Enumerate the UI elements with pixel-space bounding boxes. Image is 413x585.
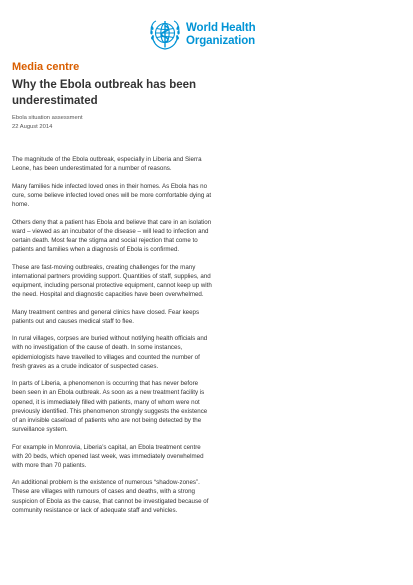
paragraph-line: home.: [12, 200, 30, 208]
paragraph: [12, 182, 402, 209]
paragraph-line: Many families hide infected loved ones in their homes. As Ebola has no: [12, 182, 208, 190]
paragraph-line: with no investigation of the cause of death. In some instances,: [12, 344, 183, 352]
paragraph-line: ward – viewed as an incubator of the disease – will lead to infection and: [12, 227, 209, 235]
paragraph: [12, 308, 402, 326]
paragraph-line: of an invisible caseload of patients who are not being detected by the: [12, 416, 202, 424]
article-subtitle: Ebola situation assessment: [12, 115, 83, 121]
title-line-2: underestimated: [12, 94, 98, 107]
paragraph-line: surveillance system.: [12, 425, 68, 433]
paragraph-line: cure, some believe infected loved ones will be more comfortable dying at: [12, 191, 212, 199]
paragraph-line: fresh graves as a crude indicator of suspected cases.: [12, 362, 159, 370]
paragraph: [12, 218, 402, 254]
paragraph-line: These are villages with rumours of cases and deaths, with a strong: [12, 488, 195, 496]
page-title: [12, 78, 312, 109]
logo-line-1: World Health: [186, 22, 256, 34]
logo-line-2: Organization: [186, 35, 256, 47]
paragraph: [12, 443, 402, 470]
paragraph-line: Others deny that a patient has Ebola and believe that care in an isolation: [12, 218, 212, 226]
paragraph-line: international partners providing support. Quantities of staff, supplies, and: [12, 272, 211, 280]
paragraph: [12, 155, 402, 173]
paragraph: [12, 334, 402, 370]
paragraph-line: In rural villages, corpses are buried without notifying health officials and: [12, 335, 208, 343]
paragraph-line: epidemiologists have travelled to villages and counted the number of: [12, 353, 200, 361]
paragraph-line: previously identified. This phenomenon strongly suggests the existence: [12, 407, 208, 415]
paragraph-line: In parts of Liberia, a phenomenon is occurring that has never before: [12, 380, 199, 388]
paragraph: [12, 263, 402, 299]
paragraph-line: with 20 beds, which opened last week, was immediately overwhelmed: [12, 452, 204, 460]
paragraph-line: patients and families when a diagnosis of Ebola is confirmed.: [12, 245, 180, 253]
who-logo[interactable]: [148, 18, 256, 52]
paragraph-line: Many treatment centres and general clinics have closed. Fear keeps: [12, 308, 200, 316]
paragraph-line: Leone, has been underestimated for a number of reasons.: [12, 165, 172, 173]
paragraph-line: For example in Monrovia, Liberia’s capital, an Ebola treatment centre: [12, 443, 201, 451]
paragraph-line: opened, it is immediately filled with patients, many of whom were not: [12, 398, 200, 406]
paragraph-line: with more than 70 patients.: [12, 461, 87, 469]
paragraph-line: community resistance or lack of adequate staff and vehicles.: [12, 506, 178, 514]
article-body: [12, 155, 402, 523]
paragraph-line: These are fast-moving outbreaks, creating challenges for the many: [12, 263, 196, 271]
paragraph-line: been seen in an Ebola outbreak. As soon as a new treatment facility is: [12, 389, 205, 397]
paragraph: [12, 379, 402, 434]
paragraph-line: equipment, including personal protective equipment, cannot keep up with: [12, 281, 212, 289]
paragraph: [12, 478, 402, 514]
paragraph-line: certain death. Most fear the stigma and social rejection that come to: [12, 236, 198, 244]
paragraph-line: patients out and causes medical staff to flee.: [12, 317, 134, 325]
section-label: Media centre: [12, 61, 80, 73]
article-date: 22 August 2014: [12, 124, 53, 130]
article-meta: [12, 114, 83, 132]
who-emblem-icon: [148, 18, 182, 52]
paragraph-line: the need. Hospital and diagnostic capacities have been overwhelmed.: [12, 290, 204, 298]
paragraph-line: The magnitude of the Ebola outbreak, especially in Liberia and Sierra: [12, 156, 202, 163]
title-line-1: Why the Ebola outbreak has been: [12, 79, 197, 91]
paragraph-line: An additional problem is the existence of numerous “shadow-zones”.: [12, 479, 200, 487]
who-logo-text: [186, 22, 256, 48]
paragraph-line: suspicion of Ebola as the cause, that cannot be investigated because of: [12, 497, 209, 505]
